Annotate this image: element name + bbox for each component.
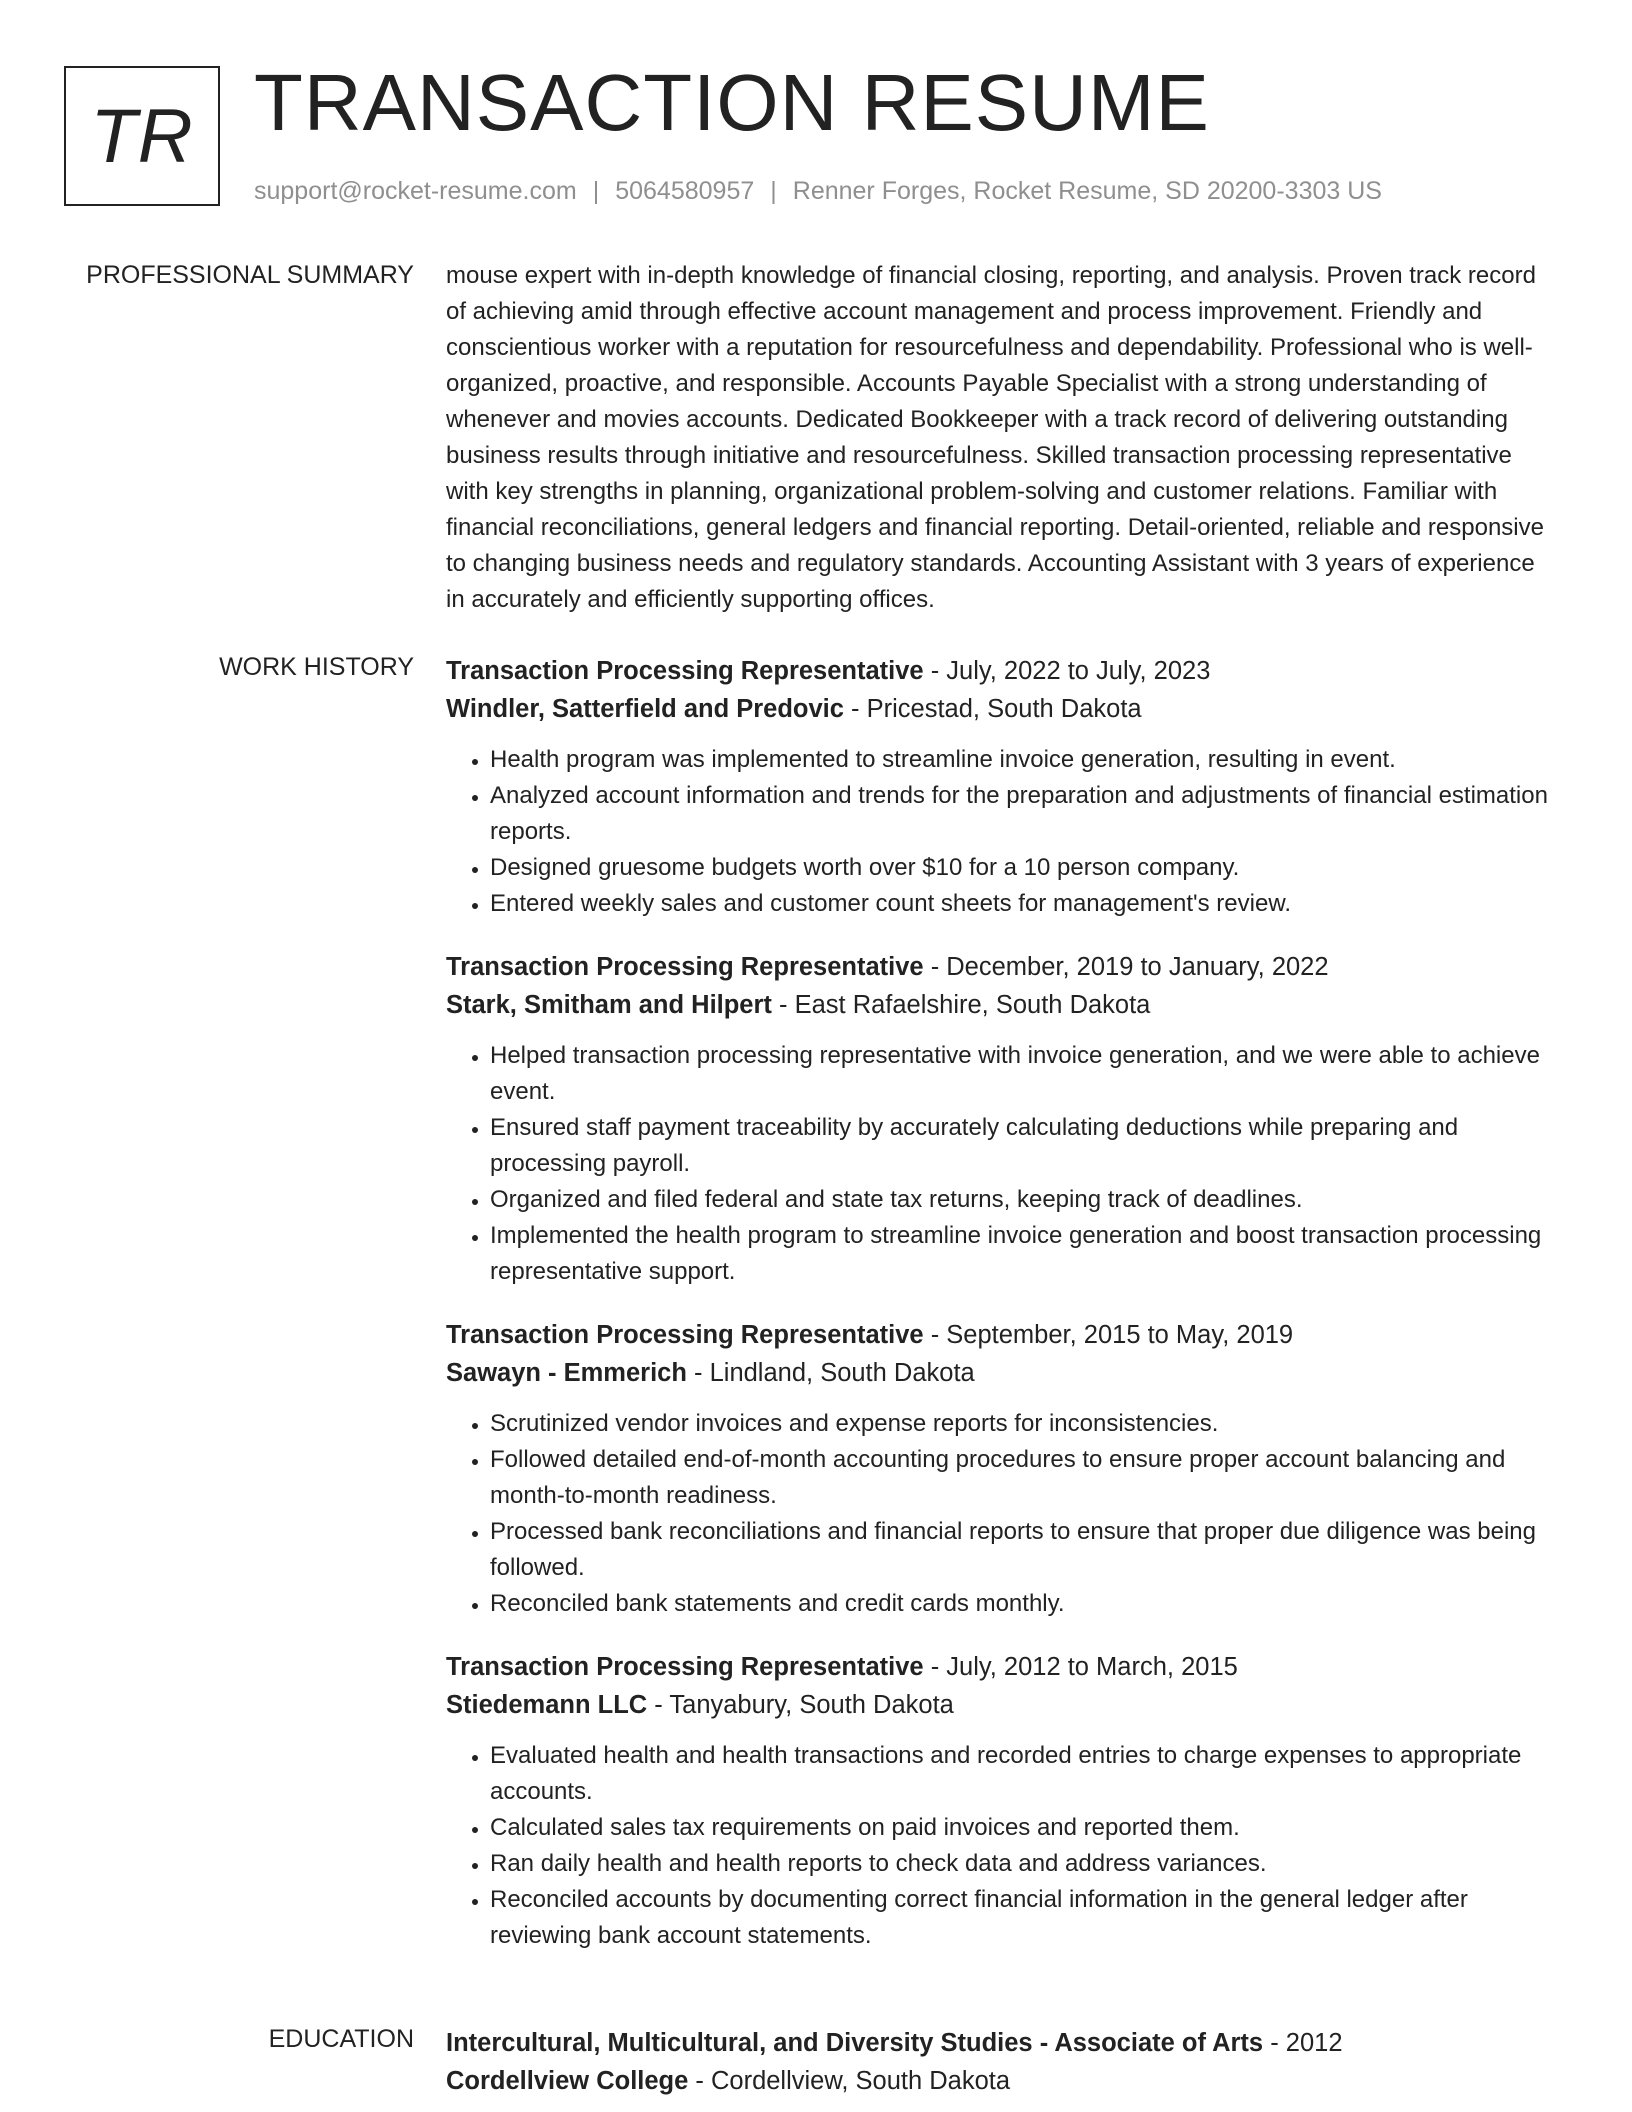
summary-text: mouse expert with in-depth knowledge of financial closing, reporting, and analysis. Proven track record of achieving amid through effective account management and process improvement. Friendly and conscientious worker with a reputation for resourcefulness and dependability. Professional who is well-organized, proactive, and responsible. Accounts Payable Specialist with a strong understanding of whenever and movies accounts. Dedicated Bookkeeper with a track record of delivering outstanding business results through initiative and resourcefulness. Skilled transaction processing representative with key strengths in planning, organizational problem-solving and customer relations. Familiar with financial reconciliations, general ledgers and financial reporting. Detail-oriented, reliable and responsive to changing business needs and regulatory standards. Accounting Assistant with 3 years of experience in accurately and efficiently supporting offices.: [446, 262, 1544, 613]
contact-separator: |: [770, 177, 777, 205]
job-employer: Stiedemann LLC: [446, 1691, 648, 1719]
job-entry: [446, 1648, 1556, 1954]
job-duties-list: [446, 1406, 1556, 1622]
job-entry: [446, 1316, 1556, 1622]
contact-separator: |: [592, 177, 600, 205]
duty-item: • Scrutinized vendor invoices and expense reports for inconsistencies.: [490, 1406, 1556, 1442]
contact-line: [254, 176, 1382, 206]
job-title-line: [446, 1316, 1556, 1354]
education-degree-line: [446, 2024, 1556, 2062]
job-title: Transaction Processing Representative: [446, 1321, 924, 1349]
job-dates: - July, 2022 to July, 2023: [923, 657, 1211, 685]
duty-item: • Health program was implemented to streamline invoice generation, resulting in event.: [490, 742, 1556, 778]
job-location: - Tanyabury, South Dakota: [647, 1691, 954, 1719]
monogram-initials: TR: [90, 93, 194, 179]
job-duties-list: [446, 1038, 1556, 1290]
job-employer: Windler, Satterfield and Predovic: [446, 695, 844, 723]
job-dates: - September, 2015 to May, 2019: [923, 1321, 1294, 1349]
duty-item: • Evaluated health and health transactions and recorded entries to charge expenses to appropriate accounts.: [490, 1738, 1556, 1810]
job-location: - East Rafaelshire, South Dakota: [771, 991, 1151, 1019]
job-dates: - December, 2019 to January, 2022: [923, 953, 1329, 981]
job-entry: [446, 948, 1556, 1290]
duty-item: • Entered weekly sales and customer count sheets for management's review.: [490, 886, 1556, 922]
monogram-box: [64, 66, 220, 206]
education-location: - Cordellview, South Dakota: [688, 2067, 1011, 2095]
education-body: [446, 2024, 1556, 2100]
job-employer-line: [446, 1354, 1556, 1392]
duty-item: • Calculated sales tax requirements on paid invoices and reported them.: [490, 1810, 1556, 1846]
duty-item: • Reconciled accounts by documenting correct financial information in the general ledger after reviewing bank account statements.: [490, 1882, 1556, 1954]
work-history-body: [446, 652, 1556, 1980]
duty-item: • Reconciled bank statements and credit cards monthly.: [490, 1586, 1556, 1622]
duty-item: • Ensured staff payment traceability by accurately calculating deductions while preparing and processing payroll.: [490, 1110, 1556, 1182]
job-title-line: [446, 1648, 1556, 1686]
job-duties-list: [446, 742, 1556, 922]
job-employer-line: [446, 986, 1556, 1024]
job-location: - Lindland, South Dakota: [686, 1359, 975, 1387]
education-school-line: [446, 2062, 1556, 2100]
section-label-work-history: WORK HISTORY: [219, 653, 414, 681]
job-employer-line: [446, 690, 1556, 728]
contact-email[interactable]: support@rocket-resume.com: [254, 177, 577, 205]
job-location: - Pricestad, South Dakota: [843, 695, 1142, 723]
duty-item: • Ran daily health and health reports to check data and address variances.: [490, 1846, 1556, 1882]
education-school: Cordellview College: [446, 2067, 689, 2095]
duty-item: • Implemented the health program to streamline invoice generation and boost transaction processing representative support.: [490, 1218, 1556, 1290]
duty-item: • Designed gruesome budgets worth over $10 for a 10 person company.: [490, 850, 1556, 886]
job-duties-list: [446, 1738, 1556, 1954]
summary-body: [446, 260, 1556, 618]
job-employer: Stark, Smitham and Hilpert: [446, 991, 772, 1019]
job-title-line: [446, 948, 1556, 986]
resume-title: TRANSACTION RESUME: [254, 58, 1210, 147]
job-dates: - July, 2012 to March, 2015: [923, 1653, 1238, 1681]
job-title: Transaction Processing Representative: [446, 657, 924, 685]
duty-item: • Processed bank reconciliations and financial reports to ensure that proper due diligence was being followed.: [490, 1514, 1556, 1586]
contact-address: Renner Forges, Rocket Resume, SD 20200-3303 US: [792, 177, 1382, 205]
job-entry: [446, 652, 1556, 922]
contact-phone[interactable]: 5064580957: [615, 177, 755, 205]
duty-item: • Analyzed account information and trends for the preparation and adjustments of financial estimation reports.: [490, 778, 1556, 850]
duty-item: • Helped transaction processing representative with invoice generation, and we were able to achieve event.: [490, 1038, 1556, 1110]
education-year: - 2012: [1263, 2029, 1343, 2057]
duty-item: • Organized and filed federal and state tax returns, keeping track of deadlines.: [490, 1182, 1556, 1218]
education-degree: Intercultural, Multicultural, and Diversity Studies - Associate of Arts: [446, 2029, 1264, 2057]
section-label-summary: PROFESSIONAL SUMMARY: [86, 261, 414, 289]
job-employer-line: [446, 1686, 1556, 1724]
job-title: Transaction Processing Representative: [446, 1653, 924, 1681]
duty-item: • Followed detailed end-of-month accounting procedures to ensure proper account balancing and month-to-month readiness.: [490, 1442, 1556, 1514]
job-employer: Sawayn - Emmerich: [446, 1359, 687, 1387]
job-title-line: [446, 652, 1556, 690]
section-label-education: EDUCATION: [268, 2025, 414, 2053]
job-title: Transaction Processing Representative: [446, 953, 924, 981]
